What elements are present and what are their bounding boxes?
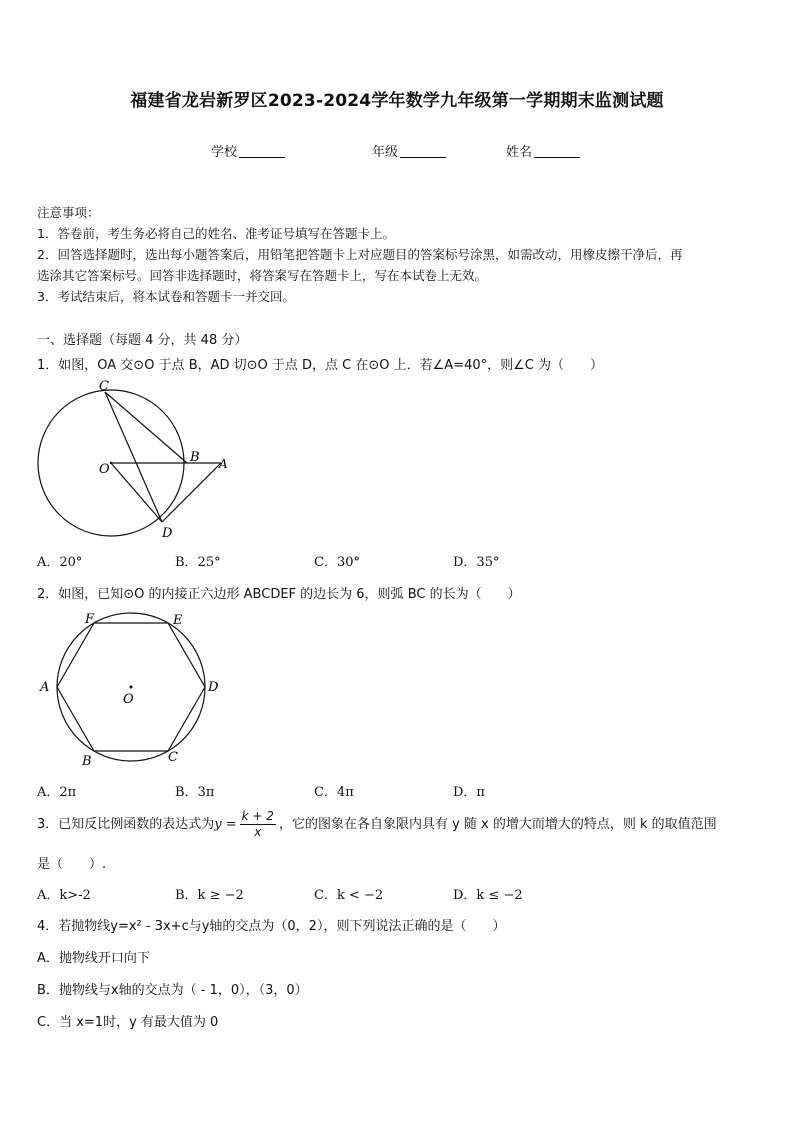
q3-fraction <box>240 809 276 840</box>
question-3-stem <box>37 808 717 842</box>
grade-field <box>372 141 446 160</box>
q3-fraction-denominator: x <box>254 825 262 839</box>
q1-option-d: D．35° <box>453 555 500 570</box>
name-blank <box>534 145 580 158</box>
q1-label-D: D <box>162 526 173 540</box>
q1-label-A: A <box>219 457 228 471</box>
q2-label-C: C <box>168 750 178 765</box>
school-blank <box>239 145 285 158</box>
q3-fraction-numerator: k + 2 <box>241 809 274 823</box>
q2-label-D: D <box>208 680 219 695</box>
school-field <box>211 141 285 160</box>
q2-label-E: E <box>173 613 183 628</box>
q3-y-equals: y = <box>214 817 237 832</box>
q4-option-a: A．抛物线开口向下 <box>37 951 150 966</box>
q3-option-c: C．k < −2 <box>314 888 384 903</box>
question-4-stem: 4．若抛物线y=x² - 3x+c与y轴的交点为（0，2），则下列说法正确的是（ ） <box>37 919 506 934</box>
q2-figure <box>35 608 225 770</box>
q3-stem-part-b: ，它的图象在各自象限内具有 y 随 x 的增大而增大的特点，则 k 的取值范围 <box>278 817 717 832</box>
q2-option-c: C．4π <box>314 785 354 800</box>
notes-heading: 注意事项： <box>37 205 100 220</box>
q3-stem-part-c: 是（ ）. <box>37 857 107 872</box>
note-item: 1．答卷前，考生务必将自己的姓名、准考证号填写在答题卡上。 <box>37 226 395 241</box>
q1-label-B: B <box>190 450 200 465</box>
q2-option-d: D．π <box>453 785 485 800</box>
section-heading: 一、选择题（每题 4 分，共 48 分） <box>37 333 248 348</box>
q2-label-F: F <box>85 612 95 627</box>
q1-label-C: C <box>99 379 109 394</box>
q3-option-a: A．k>-2 <box>37 888 91 903</box>
q1-option-c: C．30° <box>314 555 360 570</box>
note-item: 选涂其它答案标号。回答非选择题时，将答案写在答题卡上，写在本试卷上无效。 <box>37 268 488 283</box>
q1-option-a: A．20° <box>37 555 83 570</box>
q1-figure <box>35 375 235 540</box>
q2-option-b: B．3π <box>175 785 215 800</box>
q3-stem-part-a: 3．已知反比例函数的表达式为 <box>37 817 215 832</box>
note-item: 3．考试结束后，将本试卷和答题卡一并交回。 <box>37 289 295 304</box>
name-field <box>506 141 580 160</box>
q4-option-c: C．当 x=1时，y 有最大值为 0 <box>37 1015 219 1030</box>
q2-label-O: O <box>123 692 134 707</box>
question-1-stem: 1．如图，OA 交⊙O 于点 B，AD 切⊙O 于点 D，点 C 在⊙O 上．若∠A=40°，则∠C 为（ ） <box>37 358 603 373</box>
q3-option-b: B．k ≥ −2 <box>175 888 244 903</box>
name-label: 姓名 <box>506 145 533 160</box>
q1-label-O: O <box>99 462 110 477</box>
note-item: 2．回答选择题时，选出每小题答案后，用铅笔把答题卡上对应题目的答案标号涂黑，如需改动，用橡皮擦干净后，再 <box>37 247 683 262</box>
question-2-stem: 2．如图，已知⊙O 的内接正六边形 ABCDEF 的边长为 6，则弧 BC 的长为（ ） <box>37 587 521 602</box>
q4-option-b: B．抛物线与x轴的交点为（ - 1，0），（3，0） <box>37 983 308 998</box>
q2-label-A: A <box>40 680 50 695</box>
grade-blank <box>400 145 446 158</box>
page-title: 福建省龙岩新罗区2023-2024学年数学九年级第一学期期末监测试题 <box>130 91 664 111</box>
q3-option-d: D．k ≤ −2 <box>453 888 523 903</box>
school-label: 学校 <box>211 145 238 160</box>
q1-option-b: B．25° <box>175 555 221 570</box>
grade-label: 年级 <box>372 145 399 160</box>
q2-label-B: B <box>82 754 92 769</box>
q2-option-a: A．2π <box>37 785 77 800</box>
